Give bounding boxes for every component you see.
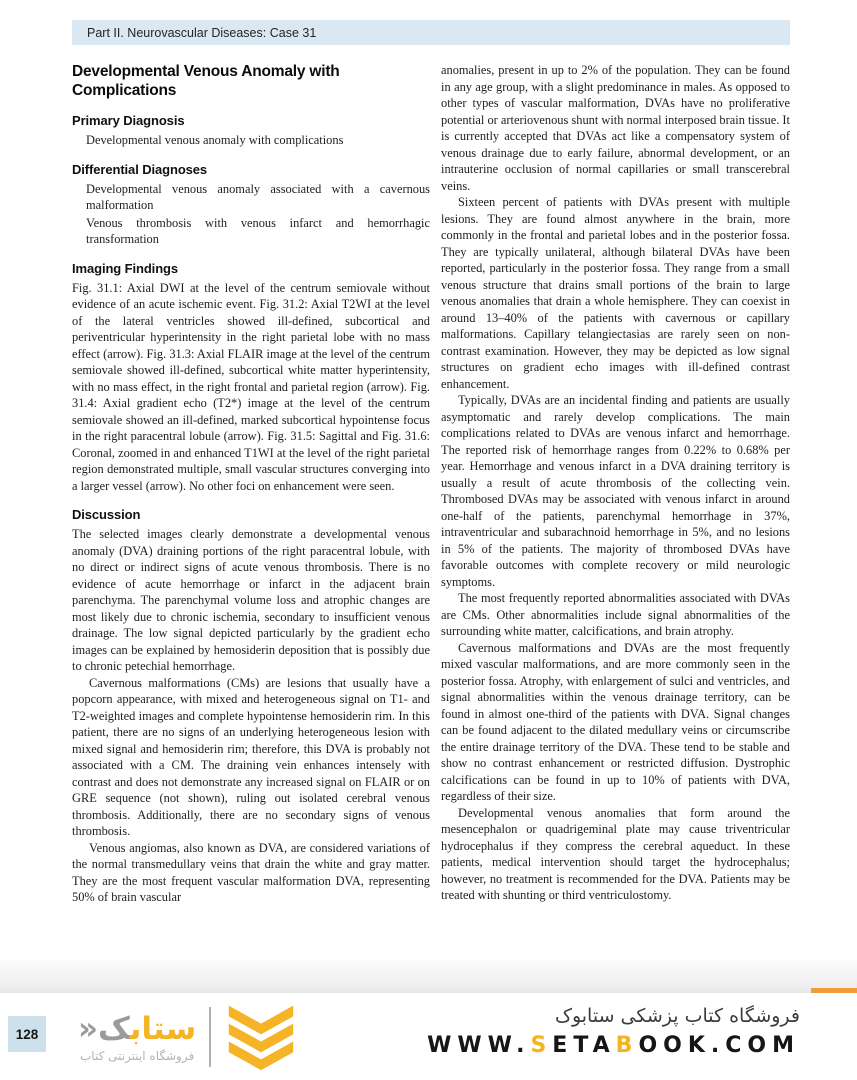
right-column <box>441 62 790 906</box>
bookstore-footer <box>0 993 857 1080</box>
body-paragraph: Typically, DVAs are an incidental finding and patients are usually asymptomatic and rarely develop complications. The main complications related to DVAs are venous infarct and hemorrhage. The reported risk of hemorrhage ranges from 0.22% to 0.68% per year. Hemorrhage and venous infarct in a DVA draining territory is usually a result of acute thrombosis of the collecting vein. Thrombosed DVAs may be associated with venous infarct in around one-half of the patients, parenchymal hemorrhage in 37%, intraventricular and subarachnoid hemorrhage in 5%, and no lesions in 5% of the patients. The majority of thrombosed DVAs have favorable outcomes with complete recovery or mild neurologic symptoms. <box>441 393 790 589</box>
store-name-farsi: فروشگاه کتاب پزشکی ستابوک <box>554 1005 800 1027</box>
chevron-emblem-icon <box>222 1003 300 1071</box>
running-header-label: Part II. Neurovascular Diseases: Case 31 <box>87 25 317 40</box>
setabook-wordmark-block <box>78 1011 196 1063</box>
discussion-paragraph: The selected images clearly demonstrate a developmental venous anomaly (DVA) draining portions of the right paracentral lobule, with no direct or indirect signs of acute venous thrombosis. There is no evidence of acute hemorrhage or infarct in the adjacent brain parenchyma. The parenchymal volume loss and atrophic changes are most likely due to chronic ischemia, secondary to insufficient venous drainage. The low signal depicted particularly by the gradient echo images can be explained by hemosiderin deposition that is possibly due to chronic petechial hemorrhage. <box>72 527 430 673</box>
differential-diagnosis-item: Developmental venous anomaly associated with a cavernous malformation <box>86 181 430 212</box>
text-columns <box>72 62 790 906</box>
body-paragraph: The most frequently reported abnormalities associated with DVAs are CMs. Other abnormalities include signal abnormalities of the surrounding white matter, calcifications, and brain atrophy. <box>441 591 790 638</box>
url-part: WWW. <box>427 1033 531 1058</box>
imaging-findings-paragraph: Fig. 31.1: Axial DWI at the level of the centrum semiovale without evidence of an acute ischemic event. Fig. 31.2: Axial T2WI at the level of the lateral ventricles showed ill-defined, subcortical and periventricular hyperintensity in the right parietal lobe with no mass effect (arrow). Fig. 31.3: Axial FLAIR image at the level of the centrum semiovale showed ill-defined, subcortical white matter hyperintensity, with no mass effect, in the right frontal and parietal region (arrow). Fig. 31.4: Axial gradient echo (T2*) image at the level of the centrum semiovale showed an ill-defined, marked subcortical hypointense focus in the right paracentral lobule (arrow). Fig. 31.5: Sagittal and Fig. 31.6: Coronal, zoomed in and enhanced T1WI at the level of the right parietal region demonstrated multiple, small vascular structures converging into a larger vessel (arrow). No other foci on enhancement were seen. <box>72 280 430 493</box>
body-paragraph: Developmental venous anomalies that form around the mesencephalon or quadrigeminal plate may cause triventricular hydrocephalus if they compress the cerebral aqueduct. In these patients, medical intervention should target the hydrocephalus; however, no treatment is recommended for the DVA. Patients may be treated with shunting or third ventriculostomy. <box>441 805 790 902</box>
logo-divider <box>209 1007 211 1067</box>
body-paragraph: Cavernous malformations and DVAs are the most frequently mixed vascular malformations, and are more commonly seen in the posterior fossa. Atrophy, with enlargement of sulci and ventricles, and signal abnormalities within the venous drainage territory, can be found in almost one-third of the patients with DVA. Signal changes can be found adjacent to the dilated medullary veins or circumscribe the entire drainage territory of the DVA. These tend to be stable and show no contrast enhancement or restricted diffusion. Dystrophic calcifications can be found in up to 10% of patients with DVA, regardless of their size. <box>441 640 790 803</box>
discussion-paragraph: Cavernous malformations (CMs) are lesions that usually have a popcorn appearance, with mixed and heterogeneous signal on T1- and T2-weighted images and complete hypointense hemosiderin rim. In this patient, there are no signs of an underlying heterogeneous lesion with mixed signal and hemosiderin rim; therefore, this DVA is probably not associated with a CM. The draining vein enhances intensely with contrast and does not demonstrate any increased signal on FLAIR or on GRE sequence (not shown), ruling out isolated cerebral venous thrombosis. Additionally, there are no secondary signs of venous thrombosis. <box>72 675 430 838</box>
left-column <box>72 62 430 906</box>
running-header <box>72 20 790 45</box>
footer-right-block <box>427 1003 800 1058</box>
scan-edge-shading <box>0 960 857 993</box>
primary-diagnosis-item: Developmental venous anomaly with complications <box>86 133 344 147</box>
discussion-paragraph: Venous angiomas, also known as DVA, are considered variations of the normal transmedullary veins that drain the white and gray matter. They are the most frequent vascular malformation DVA, representing 50% of brain vascular <box>72 840 430 904</box>
body-paragraph: Sixteen percent of patients with DVAs present with multiple lesions. They are found almost anywhere in the brain, more commonly in the frontal and parietal lobes and in the posterior fossa. They are typically unilateral, although bilateral DVAs have been reported, particularly in the posterior fossa. They range from a small venous structure that drains small portions of the brain to large venous anomalies that drain a whole hemisphere. They can coexist in around 13–40% of the patients with cavernous or capillary malformations. Capillary telangiectasias are rarely seen on non-contrast examination. However, they may be depicted as low signal structures on gradient echo images with ill-defined contrast enhancement. <box>441 195 790 391</box>
differential-diagnosis-item: Venous thrombosis with venous infarct and hemorrhagic transformation <box>86 215 430 246</box>
page-number-badge: 128 <box>8 1016 46 1052</box>
heading-primary-diagnosis: Primary Diagnosis <box>72 113 185 128</box>
setabook-tagline: فروشگاه اینترنتی کتاب <box>80 1049 195 1063</box>
setabook-wordmark <box>78 1011 196 1047</box>
wordmark-gray-part: ک« <box>78 1011 130 1047</box>
website-url <box>427 1033 800 1058</box>
case-title: Developmental Venous Anomaly with Complications <box>72 63 340 99</box>
body-paragraph: anomalies, present in up to 2% of the population. They can be found in any age group, with a slight predominance in males. As opposed to other types of vascular malformation, DVAs have no proliferative potential or arteriovenous shunt with normal interposed brain tissue. It is currently accepted that DVAs act like a compensatory system of venous drainage due to early failure, abnormal development, or an intrauterine occlusion of normal capillaries or small transcerebral veins. <box>441 63 790 193</box>
setabook-logo <box>78 1003 300 1071</box>
url-part-accent: B <box>615 1033 639 1058</box>
heading-differential-diagnoses: Differential Diagnoses <box>72 161 208 177</box>
url-part: ETA <box>552 1033 616 1058</box>
heading-discussion: Discussion <box>72 507 141 522</box>
url-part: OOK.COM <box>638 1033 800 1058</box>
heading-imaging-findings: Imaging Findings <box>72 260 179 276</box>
wordmark-yellow-part: ستاب <box>129 1011 197 1047</box>
url-part-accent: S <box>530 1033 553 1058</box>
